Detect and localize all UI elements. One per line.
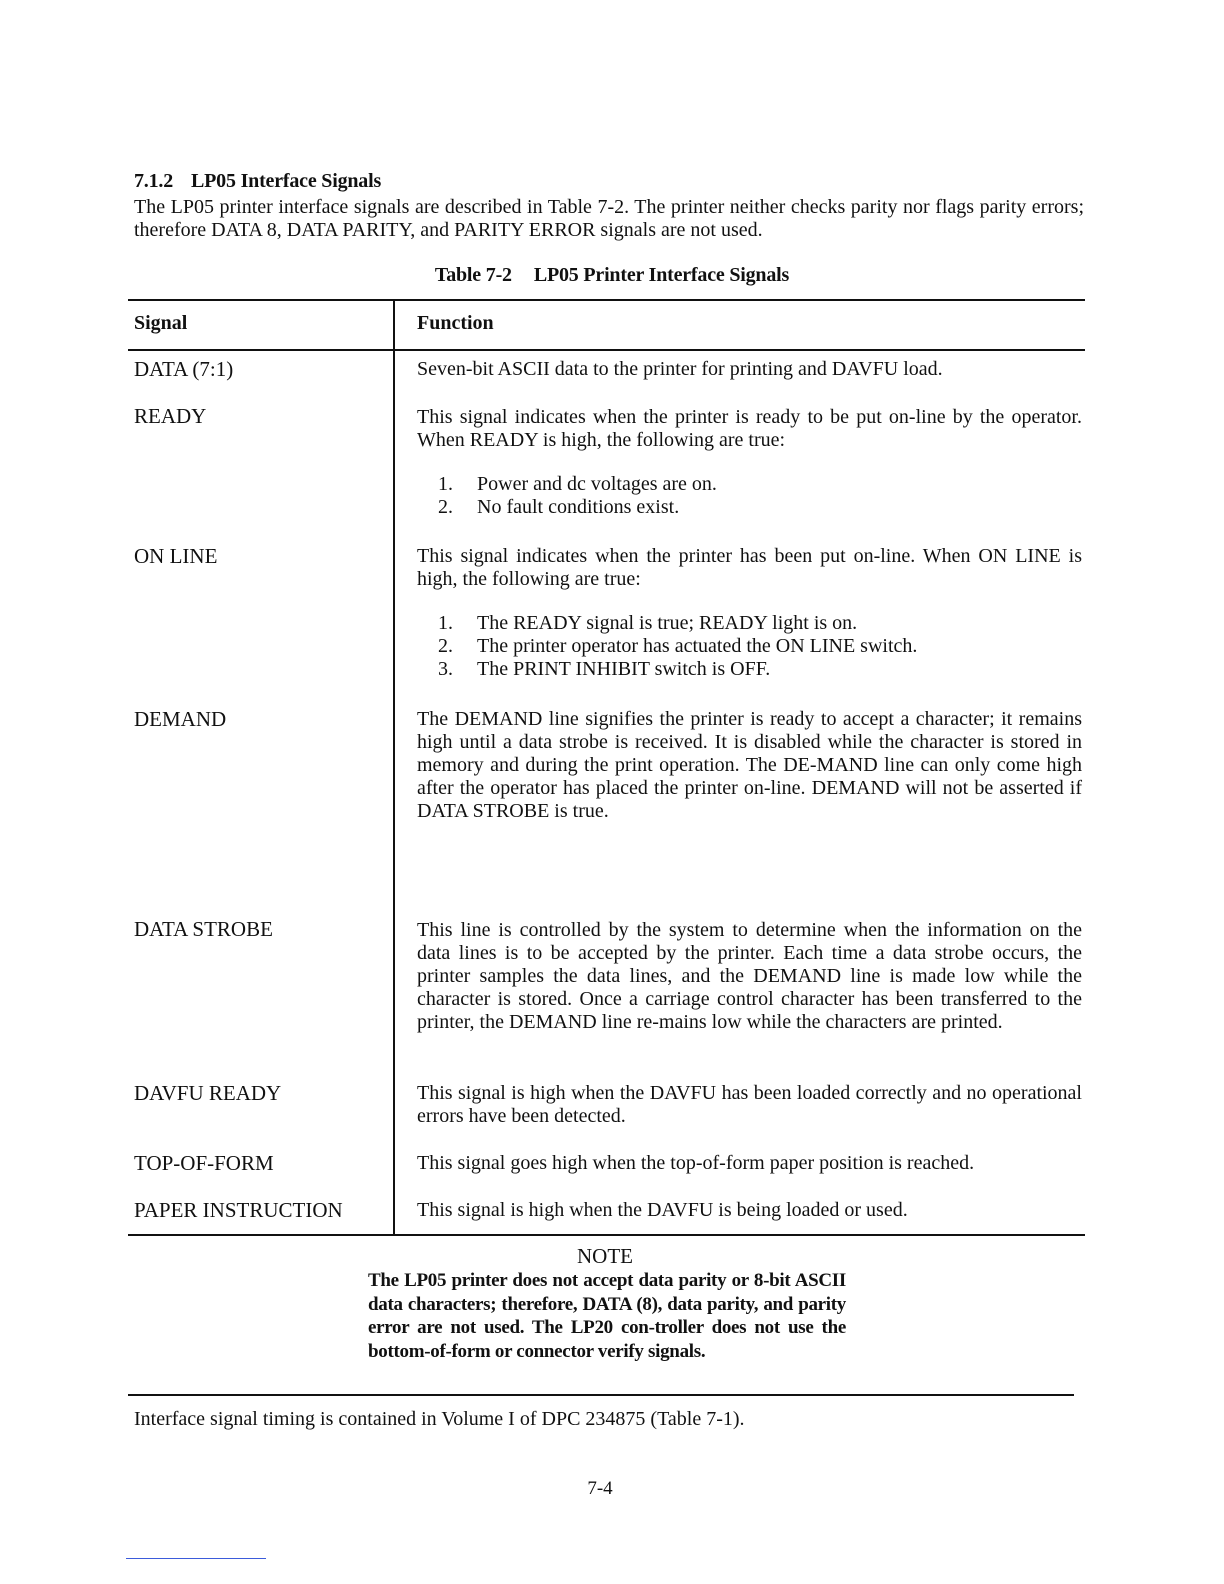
function-text: This signal indicates when the printer is ready to be put on-line by the operator. When READY is high, the following are true:	[417, 406, 1082, 451]
signal-ready: READY	[134, 404, 207, 428]
condition-list	[417, 473, 1082, 519]
section-title: LP05 Interface Signals	[191, 170, 382, 192]
table-bottom-rule	[128, 1234, 1085, 1236]
section-heading	[134, 170, 381, 193]
section-number: 7.1.2	[134, 170, 174, 192]
header-signal: Signal	[134, 312, 188, 334]
table-top-rule	[128, 299, 1085, 301]
function-text: This signal is high when the DAVFU is being loaded or used.	[417, 1199, 908, 1221]
table-number: Table 7-2	[434, 264, 512, 286]
function-on-line	[417, 545, 1082, 681]
footer-text: Interface signal timing is contained in Volume I of DPC 234875 (Table 7-1).	[134, 1408, 745, 1430]
function-text: This signal is high when the DAVFU has been loaded correctly and no operational errors have been detected.	[417, 1082, 1082, 1127]
table-caption	[0, 264, 1224, 287]
note-title: NOTE	[577, 1244, 633, 1268]
list-item: 3. The PRINT INHIBIT switch is OFF.	[438, 658, 771, 680]
function-text: This signal indicates when the printer has been put on-line. When ON LINE is high, the following are true:	[417, 545, 1082, 590]
signal-on-line: ON LINE	[134, 544, 218, 568]
signal-data: DATA (7:1)	[134, 357, 234, 381]
table-column-divider	[393, 299, 395, 1236]
function-text: This signal goes high when the top-of-form paper position is reached.	[417, 1152, 975, 1174]
function-demand	[417, 708, 1082, 823]
list-item: 1. Power and dc voltages are on.	[438, 473, 717, 495]
function-data	[417, 358, 1082, 381]
condition-list	[417, 612, 1082, 681]
function-data-strobe	[417, 919, 1082, 1034]
function-paper-instruction	[417, 1199, 1082, 1222]
note-bottom-rule	[128, 1394, 1074, 1396]
function-text: Seven-bit ASCII data to the printer for printing and DAVFU load.	[417, 358, 943, 380]
signal-paper-instruction: PAPER INSTRUCTION	[134, 1198, 343, 1222]
signal-data-strobe: DATA STROBE	[134, 917, 273, 941]
signal-top-of-form: TOP-OF-FORM	[134, 1151, 274, 1175]
table-caption-text: LP05 Printer Interface Signals	[533, 264, 790, 286]
function-text: This line is controlled by the system to determine when the information on the data lines is to be accepted by the printer. Each time a data strobe occurs, the printer samples the data lines, and the DEMAND line is made low while the character is stored. Once a carriage control character has been transferred to the printer, the DEMAND line re-mains low while the characters are printed.	[417, 919, 1082, 1033]
note-body: The LP05 printer does not accept data parity or 8-bit ASCII data characters; therefore, DATA (8), data parity, and parity error are not used. The LP20 con-troller does not use the bottom-of-form or connector verify signals.	[368, 1270, 846, 1362]
function-davfu-ready	[417, 1082, 1082, 1128]
function-top-of-form	[417, 1152, 1082, 1175]
table-header-rule	[128, 349, 1085, 351]
list-item: 2. The printer operator has actuated the ON LINE switch.	[438, 635, 918, 657]
list-item: 2. No fault conditions exist.	[438, 496, 680, 518]
page-number: 7-4	[587, 1478, 613, 1499]
signal-davfu-ready: DAVFU READY	[134, 1081, 282, 1105]
section-intro: The LP05 printer interface signals are described in Table 7-2. The printer neither checks parity nor flags parity errors; therefore DATA 8, DATA PARITY, and PARITY ERROR signals are not used.	[134, 196, 1084, 241]
function-ready	[417, 406, 1082, 519]
header-function: Function	[417, 312, 494, 334]
function-text: The DEMAND line signifies the printer is ready to accept a character; it remains high until a data strobe is received. It is disabled while the character is stored in memory and during the print operation. The DE-MAND line can only come high after the operator has placed the printer on-line. DEMAND will not be asserted if DATA STROBE is true.	[417, 708, 1082, 822]
list-item: 1. The READY signal is true; READY light is on.	[438, 612, 858, 634]
margin-line	[126, 1558, 266, 1559]
signal-demand: DEMAND	[134, 707, 227, 731]
